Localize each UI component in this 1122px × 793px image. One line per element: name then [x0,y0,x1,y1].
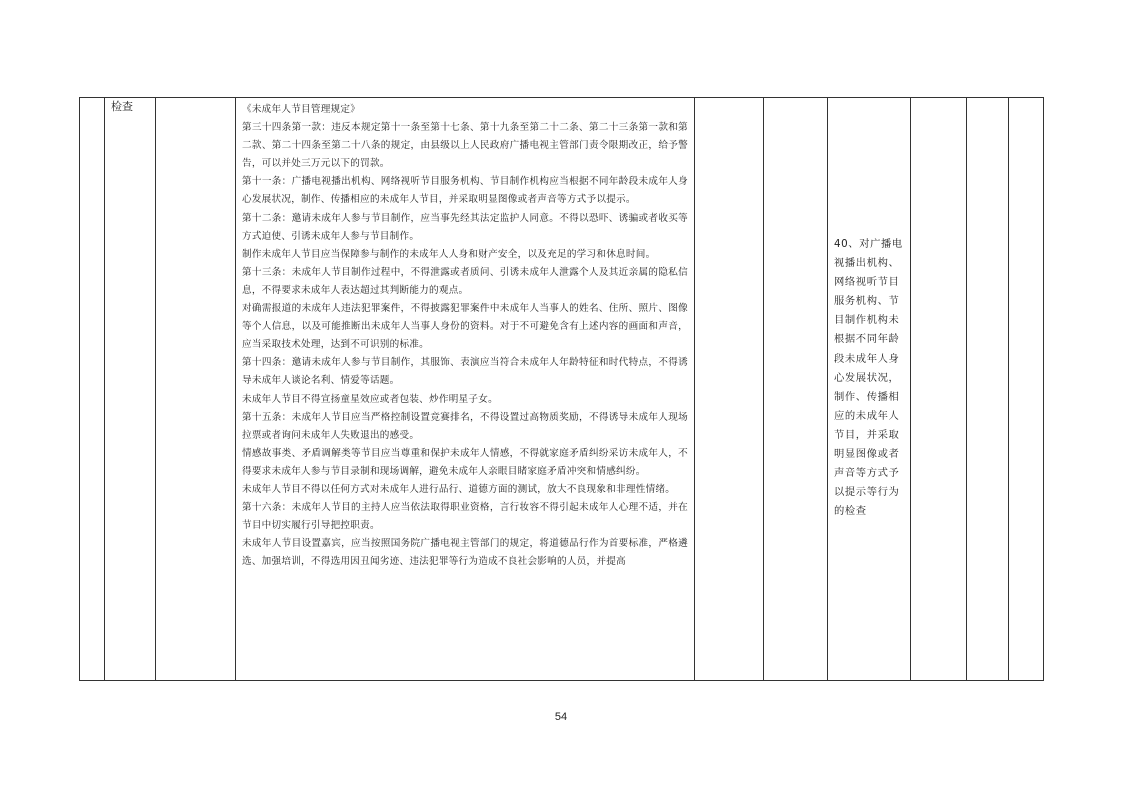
basis-paragraph: 未成年人节目设置嘉宾，应当按照国务院广播电视主管部门的规定，将道德品行作为首要标准，严格遴选、加强培训，不得选用因丑闻劣迹、违法犯罪等行为造成不良社会影响的人员，并提高 [242,538,688,568]
index-cell [80,98,105,681]
empty-cell [1009,98,1044,681]
basis-paragraph: 第十四条：邀请未成年人参与节目制作，其服饰、表演应当符合未成年人年龄特征和时代特点，不得诱导未成年人谈论名利、情爱等话题。 [242,357,688,387]
legal-basis-cell [236,98,695,681]
basis-paragraph: 第十三条：未成年人节目制作过程中，不得泄露或者质问、引诱未成年人泄露个人及其近亲属的隐私信息，不得要求未成年人表达超过其判断能力的观点。 [242,266,688,296]
inspection-content-text: 40、对广播电视播出机构、网络视听节目服务机构、节目制作机构未根据不同年龄段未成年人身心发展状况，制作、传播相应的未成年人节目，并采取明显图像或者声音等方式予以提示等行为的检查 [834,238,903,518]
basis-paragraph: 对确需报道的未成年人违法犯罪案件，不得披露犯罪案件中未成年人当事人的姓名、住所、照片、图像等个人信息，以及可能推断出未成年人当事人身份的资料。对于不可避免含有上述内容的画面和声音，应当采取技术处理，达到不可识别的标准。 [242,303,688,351]
basis-paragraph: 《未成年人节目管理规定》 [242,104,361,115]
basis-paragraph: 第十一条：广播电视播出机构、网络视听节目服务机构、节目制作机构应当根据不同年龄段未成年人身心发展状况，制作、传播相应的未成年人节目，并采取明显图像或者声音等方式予以提示。 [242,176,688,206]
basis-paragraph: 第十六条：未成年人节目的主持人应当依法取得职业资格，言行妆容不得引起未成年人心理不适，并在节目中切实履行引导把控职责。 [242,502,688,532]
empty-cell [695,98,764,681]
empty-cell [911,98,967,681]
basis-paragraph: 情感故事类、矛盾调解类等节目应当尊重和保护未成年人情感，不得就家庭矛盾纠纷采访未成年人，不得要求未成年人参与节目录制和现场调解，避免未成年人亲眼目睹家庭矛盾冲突和情感纠纷。 [242,447,688,477]
basis-paragraph: 第十五条：未成年人节目应当严格控制设置竞赛排名，不得设置过高物质奖励，不得诱导未成年人现场拉票或者询问未成年人失败退出的感受。 [242,411,688,441]
basis-paragraph: 第十二条：邀请未成年人参与节目制作，应当事先经其法定监护人同意。不得以恐吓、诱骗或者收买等方式迫使、引诱未成年人参与节目制作。 [242,212,688,242]
regulation-table [79,97,1044,681]
table-row [80,98,1044,681]
basis-paragraph: 未成年人节目不得以任何方式对未成年人进行品行、道德方面的测试，放大不良现象和非理性情绪。 [242,483,676,495]
basis-paragraph: 制作未成年人节目应当保障参与制作的未成年人人身和财产安全，以及充足的学习和休息时间。 [242,248,656,260]
basis-paragraph: 第三十四条第一款：违反本规定第十一条至第十七条、第十九条至第二十二条、第二十三条第一款和第二款、第二十四条至第二十八条的规定，由县级以上人民政府广播电视主管部门责令限期改正，给予警告，可以并处三万元以下的罚款。 [242,122,688,170]
item-name-cell [156,98,236,681]
empty-cell [967,98,1009,681]
page-number: 54 [554,711,568,723]
type-cell: 检查 [105,98,156,681]
legal-basis-text [242,101,688,571]
empty-cell [764,98,828,681]
basis-paragraph: 未成年人节目不得宣扬童星效应或者包装、炒作明星子女。 [242,393,498,405]
content-cell [828,98,911,681]
